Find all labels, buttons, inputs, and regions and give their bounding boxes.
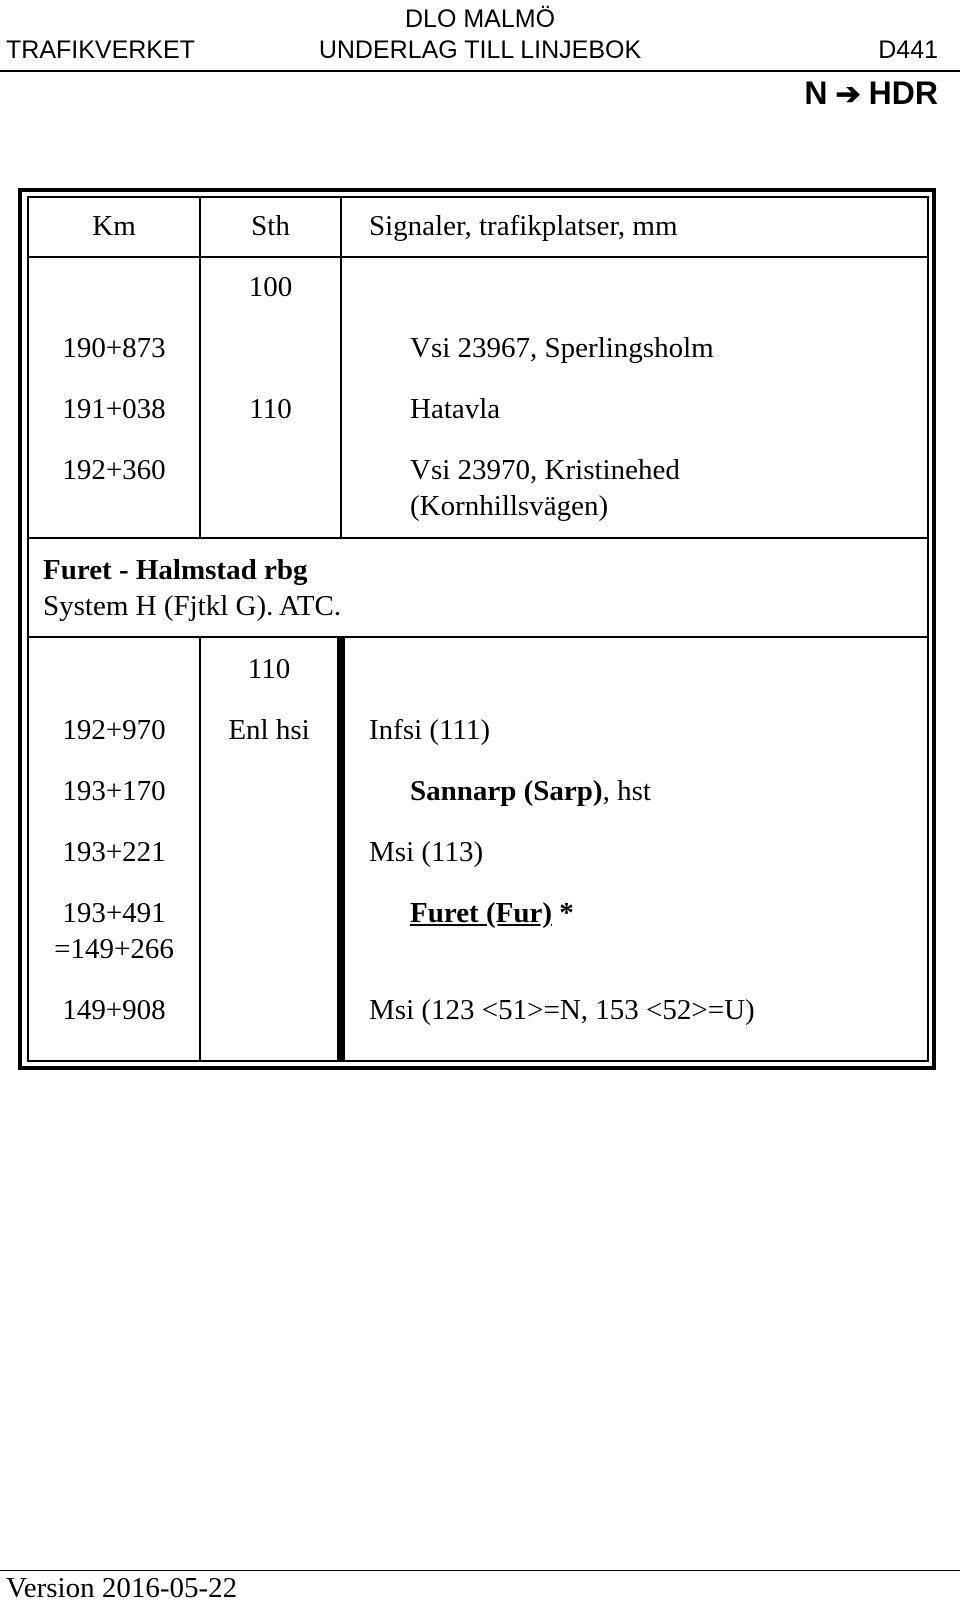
- sth-column-thick-divider: [337, 637, 345, 1062]
- header-rule: [0, 70, 960, 72]
- document-title: UNDERLAG TILL LINJEBOK: [318, 36, 642, 64]
- signal-text: Msi (113): [369, 836, 484, 868]
- header-row-rule: [27, 256, 929, 258]
- column-header-km: Km: [92, 210, 136, 242]
- footer-rule: [0, 1570, 960, 1571]
- signal-text-continued: (Kornhillsvägen): [410, 490, 609, 522]
- direction-to: HDR: [868, 75, 938, 111]
- station-note: *: [552, 897, 574, 929]
- direction-from: N: [804, 75, 828, 111]
- km-value-alt: =149+266: [54, 933, 174, 965]
- column-header-signals: Signaler, trafikplatser, mm: [369, 210, 678, 242]
- km-column-divider-bottom: [199, 637, 201, 1062]
- km-column-divider-top: [199, 196, 201, 539]
- sth-value: 110: [249, 393, 292, 425]
- station-name: Furet (Fur): [410, 897, 552, 929]
- km-value: 192+360: [62, 454, 166, 486]
- km-value: 193+221: [62, 836, 166, 868]
- km-value: 193+491: [62, 897, 166, 929]
- section-title: Furet - Halmstad rbg: [43, 554, 308, 586]
- column-header-sth: Sth: [251, 210, 290, 242]
- sth-value: Enl hsi: [228, 714, 310, 746]
- organization-name: TRAFIKVERKET: [6, 36, 195, 64]
- km-value: 191+038: [62, 393, 166, 425]
- section-title-top-rule: [27, 537, 929, 539]
- km-value: 192+970: [62, 714, 166, 746]
- km-value: 149+908: [62, 994, 166, 1026]
- signal-text: Vsi 23970, Kristinehed: [410, 454, 680, 486]
- office-name: DLO MALMÖ: [404, 5, 556, 33]
- sth-value: 110: [247, 653, 291, 685]
- signal-text: Hatavla: [410, 393, 501, 425]
- station-name: Sannarp (Sarp): [410, 775, 603, 807]
- station-type: , hst: [602, 775, 651, 807]
- document-code: D441: [878, 36, 938, 64]
- section-title-bottom-rule: [27, 636, 929, 638]
- sth-value: 100: [248, 271, 293, 303]
- station-entry: [410, 773, 651, 810]
- direction-label: [804, 74, 938, 114]
- km-value: 193+170: [62, 775, 166, 807]
- sth-column-divider-top: [340, 196, 342, 539]
- version-label: Version 2016-05-22: [6, 1572, 238, 1604]
- signal-text: Vsi 23967, Sperlingsholm: [410, 332, 714, 364]
- arrow-right-icon: ➔: [835, 78, 861, 111]
- signal-text: Infsi (111): [369, 714, 491, 746]
- km-value: 190+873: [62, 332, 166, 364]
- signal-text: Msi (123 <51>=N, 153 <52>=U): [369, 994, 755, 1026]
- station-entry: [410, 895, 574, 932]
- section-subtitle: System H (Fjtkl G). ATC.: [43, 590, 342, 622]
